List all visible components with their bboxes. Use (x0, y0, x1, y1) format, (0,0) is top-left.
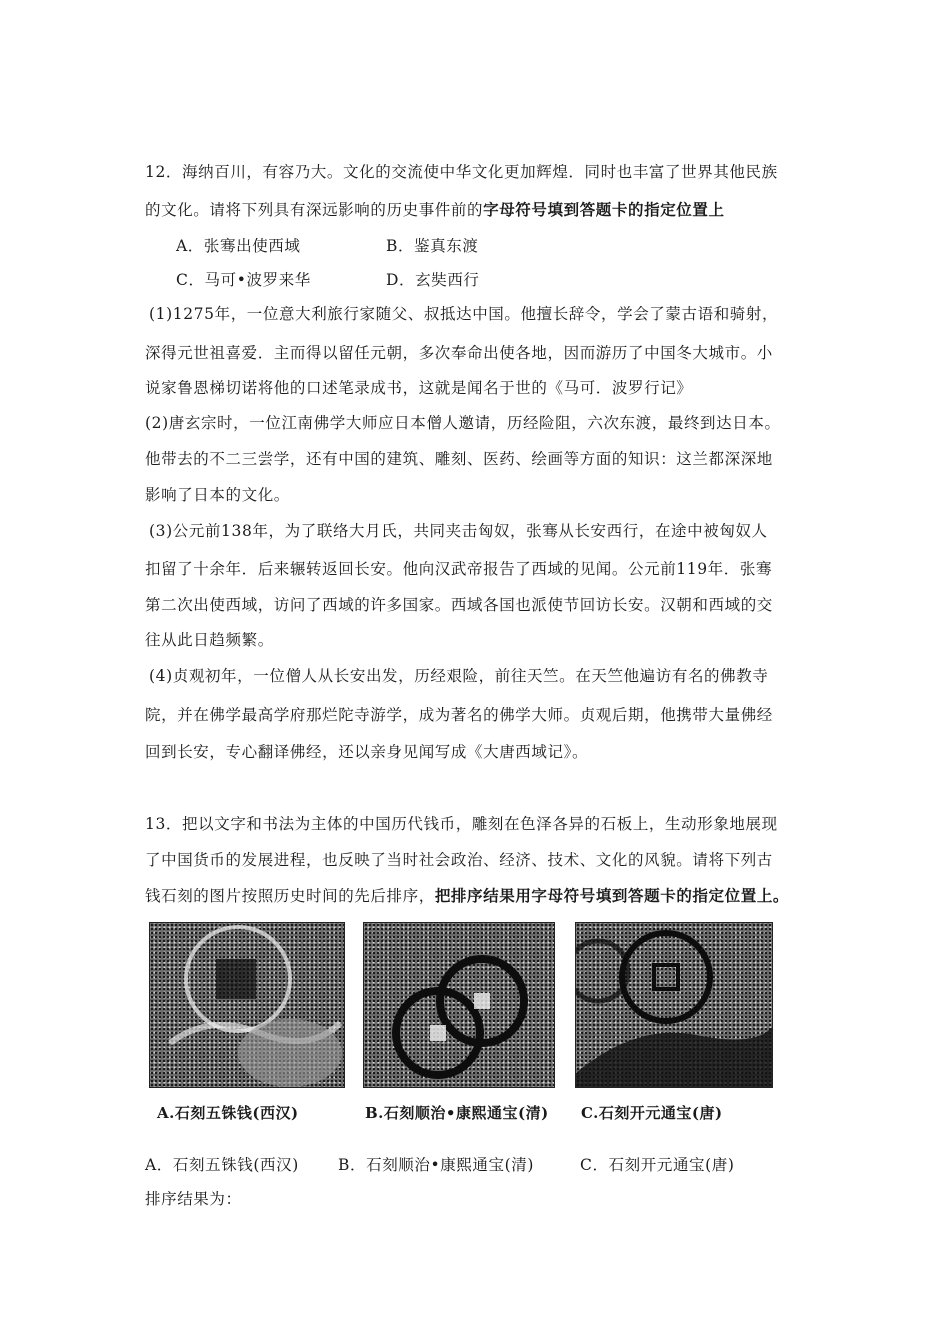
q12-line-1: 12．海纳百川，有容乃大。文化的交流使中华文化更加辉煌．同时也丰富了世界其他民族 (145, 163, 778, 181)
image-captions (143, 1100, 783, 1126)
q12-p3-line-1: (3)公元前138年，为了联络大月氏，共同夹击匈奴，张骞从长安西行，在途中被匈奴人 (149, 522, 768, 540)
q13-instruction-plain: 钱石刻的图片按照历史时间的先后排序， (145, 887, 435, 905)
caption-c: C.石刻开元通宝(唐) (581, 1104, 723, 1122)
q12-instruction-bold: 字母符号填到答题卡的指定位置上 (483, 200, 725, 219)
q12-p4-line-1: (4)贞观初年，一位僧人从长安出发，历经艰险，前往天竺。在天竺他遍访有名的佛教寺 (149, 667, 769, 685)
q13-instruction-bold: 把排序结果用字母符号填到答题卡的指定位置上。 (434, 886, 790, 905)
q13-option-a: A．石刻五铢钱(西汉) (145, 1156, 299, 1174)
stone-carving-b-image (363, 922, 555, 1088)
coin-carvings-figure (143, 914, 783, 1136)
q13-line-3 (145, 886, 789, 906)
q12-p2-line-3: 影响了日本的文化。 (145, 486, 290, 504)
q12-instruction-plain: 的文化。请将下列具有深远影响的历史事件前的 (145, 201, 484, 219)
q12-option-d: D．玄奘西行 (386, 271, 480, 289)
q12-p1-line-3: 说家鲁恩梯切诺将他的口述笔录成书，这就是闻名于世的《马可．波罗行记》 (145, 379, 693, 397)
q12-p3-line-4: 往从此日趋频繁。 (145, 631, 274, 649)
q12-p1-line-1: (1)1275年，一位意大利旅行家随父、叔抵达中国。他擅长辞令，学会了蒙古语和骑射， (149, 305, 779, 323)
q12-p1-line-2: 深得元世祖喜爱．主而得以留任元朝，多次奉命出使各地，因而游历了中国冬大城市。小 (145, 344, 773, 362)
q12-line-2 (145, 200, 725, 220)
q13-option-b: B．石刻顺治•康熙通宝(清) (338, 1156, 535, 1174)
caption-b: B.石刻顺治•康熙通宝(清) (365, 1104, 549, 1122)
stone-carving-a-image (149, 922, 345, 1088)
q12-p4-line-3: 回到长安，专心翻译佛经，还以亲身见闻写成《大唐西域记》。 (145, 743, 589, 761)
q13-line-1: 13．把以文字和书法为主体的中国历代钱币，雕刻在色泽各异的石板上，生动形象地展现 (145, 815, 778, 833)
q12-p2-line-2: 他带去的不二三尝学，还有中国的建筑、雕刻、医药、绘画等方面的知识：这兰都深深地 (145, 450, 773, 468)
q12-p3-line-2: 扣留了十余年．后来辗转返回长安。他向汉武帝报告了西域的见闻。公元前119年．张骞 (145, 560, 773, 578)
q13-option-c: C．石刻开元通宝(唐) (580, 1156, 735, 1174)
q12-option-a: A．张骞出使西域 (176, 237, 301, 255)
caption-a: A.石刻五铢钱(西汉) (157, 1104, 299, 1122)
q13-answer-label: 排序结果为： (145, 1190, 242, 1208)
q12-p2-line-1: (2)唐玄宗时，一位江南佛学大师应日本僧人邀请，历经险阻，六次东渡，最终到达日本。 (145, 414, 781, 432)
wuzhu-coin-drawing (150, 923, 344, 1087)
q12-option-b: B．鉴真东渡 (386, 237, 479, 255)
shunzhi-kangxi-coins-drawing (364, 923, 554, 1087)
q12-p3-line-3: 第二次出使西域，访问了西域的许多国家。西域各国也派使节回访长安。汉朝和西域的交 (145, 596, 773, 614)
q12-p4-line-2: 院，并在佛学最高学府那烂陀寺游学，成为著名的佛学大师。贞观后期，他携带大量佛经 (145, 706, 773, 724)
stone-carving-c-image (575, 922, 773, 1088)
kaiyuan-coin-drawing (576, 923, 772, 1087)
q13-line-2: 了中国货币的发展进程，也反映了当时社会政治、经济、技术、文化的风貌。请将下列古 (145, 851, 773, 869)
q12-option-c: C．马可•波罗来华 (176, 271, 311, 289)
